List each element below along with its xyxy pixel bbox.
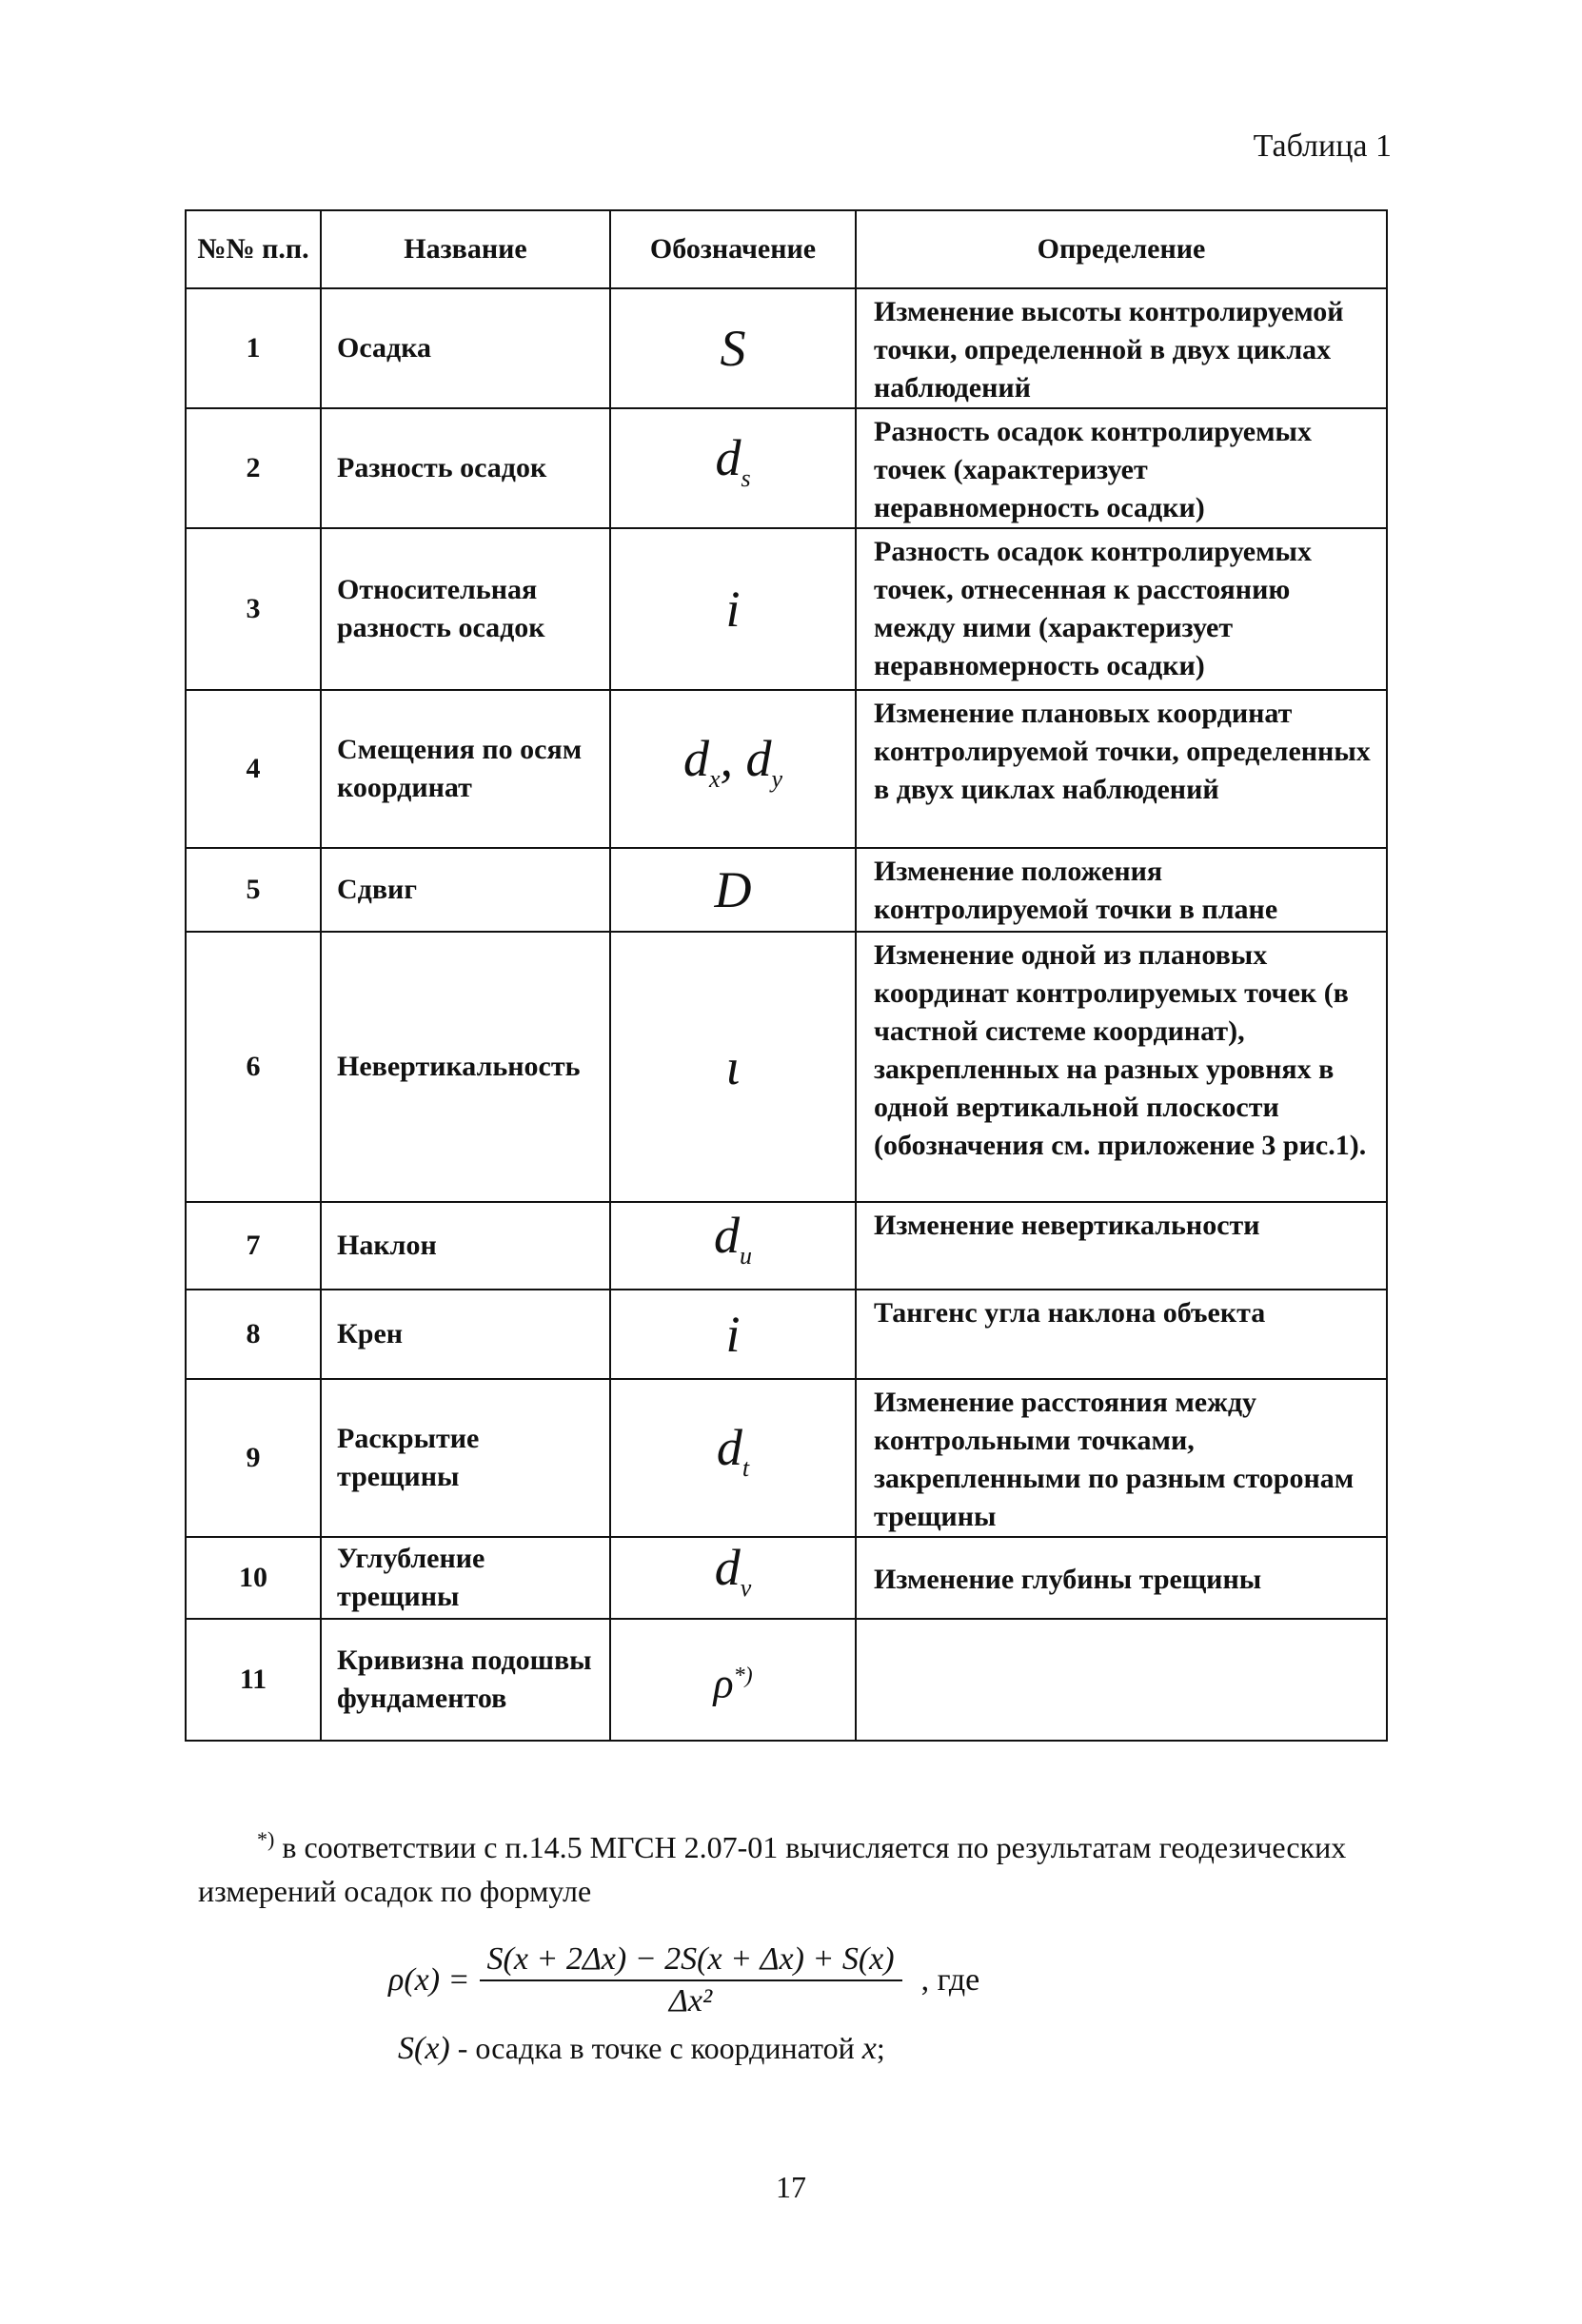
symbol-second: , d [720,730,772,787]
symbol-main: ι [725,1038,741,1095]
row-definition: Изменение невертикальности [856,1202,1387,1290]
row-symbol [610,1379,856,1537]
row-num: 9 [186,1379,321,1537]
row-num: 2 [186,408,321,528]
row-symbol [610,288,856,408]
formula-numerator: S(x + 2Δx) − 2S(x + Δx) + S(x) [480,1941,902,1981]
row-symbol [610,848,856,932]
row-num: 10 [186,1537,321,1619]
symbol-superscript: *) [733,1663,753,1688]
table-row [186,1290,1387,1379]
header-definition: Определение [856,210,1387,288]
table-row [186,288,1387,408]
symbol-main: S [720,320,746,377]
symbol-subscript: u [740,1242,752,1270]
header-symbol: Обозначение [610,210,856,288]
def-text: - осадка в точке с координатой [449,2031,862,2065]
symbol-main: ρ [713,1660,734,1707]
def-symbol: S(x) [398,2031,450,2066]
formula-denominator: Δx² [668,1983,713,2019]
symbol-main: D [714,861,752,918]
variable-definition [398,2031,885,2067]
header-num: №№ п.п. [186,210,321,288]
row-num: 1 [186,288,321,408]
formula-lhs: ρ(x) = [388,1962,470,1998]
symbol-main: d [714,1539,741,1596]
symbol-subscript: x [708,765,721,793]
row-name: Осадка [321,288,610,408]
table-row [186,1379,1387,1537]
row-symbol [610,1202,856,1290]
row-symbol [610,1619,856,1741]
symbol-main: d [716,1419,742,1476]
row-symbol [610,528,856,690]
row-definition: Изменение глубины трещины [856,1537,1387,1619]
def-variable: x [861,2031,877,2066]
row-num: 11 [186,1619,321,1741]
row-name: Углубление трещины [321,1537,610,1619]
row-definition: Изменение расстояния между контрольными точками, закрепленными по разным сторонам трещины [856,1379,1387,1537]
symbol-main: i [725,1306,741,1363]
row-num: 4 [186,690,321,848]
row-definition: Изменение высоты контролируемой точки, определенной в двух циклах наблюдений [856,288,1387,408]
row-definition: Изменение положения контролируемой точки в плане [856,848,1387,932]
table-row [186,1619,1387,1741]
page-number: 17 [776,2170,806,2204]
formula-fraction [480,1941,902,2019]
header-name: Название [321,210,610,288]
formula [388,1941,979,2019]
def-end: ; [876,2031,885,2065]
symbol-main: i [725,581,741,638]
symbol-main: d [715,429,742,486]
row-symbol [610,690,856,848]
table-row [186,528,1387,690]
row-num: 6 [186,932,321,1202]
row-symbol [610,1290,856,1379]
row-num: 5 [186,848,321,932]
row-definition: Разность осадок контролируемых точек (характеризует неравномерность осадки) [856,408,1387,528]
row-num: 3 [186,528,321,690]
row-symbol [610,1537,856,1619]
symbol-main: d [714,1207,740,1264]
row-name: Смещения по осям координат [321,690,610,848]
row-name: Крен [321,1290,610,1379]
row-name: Раскрытие трещины [321,1379,610,1537]
row-num: 8 [186,1290,321,1379]
table-row [186,932,1387,1202]
table-header-row [186,210,1387,288]
row-definition [856,1619,1387,1741]
row-num: 7 [186,1202,321,1290]
symbol-main: d [682,730,709,787]
table-row [186,1202,1387,1290]
symbol-subscript: v [740,1574,752,1602]
table-caption: Таблица 1 [1253,128,1392,164]
row-name: Наклон [321,1202,610,1290]
row-name: Невертикальность [321,932,610,1202]
formula-tail: , где [920,1962,980,1998]
footnote-text: в соответствии с п.14.5 МГСН 2.07-01 вычисляется по результатам геодезических измерений осадок по формуле [198,1830,1347,1908]
symbol-subscript: s [741,464,751,492]
row-definition: Тангенс угла наклона объекта [856,1290,1387,1379]
row-definition: Разность осадок контролируемых точек, отнесенная к расстоянию между ними (характеризует неравномерность осадки) [856,528,1387,690]
row-name: Разность осадок [321,408,610,528]
table-row [186,848,1387,932]
row-name: Сдвиг [321,848,610,932]
row-name: Кривизна подошвы фундаментов [321,1619,610,1741]
table-row [186,690,1387,848]
table-row [186,1537,1387,1619]
symbol-subscript: t [742,1454,750,1482]
row-symbol [610,932,856,1202]
row-name: Относительная разность осадок [321,528,610,690]
row-definition: Изменение одной из плановых координат контролируемых точек (в частной системе координат), закрепленных на разных уровнях в одной вертикальной плоскости (обозначения см. приложение 3 рис.1). [856,932,1387,1202]
row-definition: Изменение плановых координат контролируемой точки, определенных в двух циклах наблюдений [856,690,1387,848]
footnote-marker: *) [257,1827,275,1851]
table-row [186,408,1387,528]
symbol-subscript-2: y [771,765,783,793]
row-symbol [610,408,856,528]
footnote [198,1818,1388,1913]
parameters-table [185,209,1388,1742]
